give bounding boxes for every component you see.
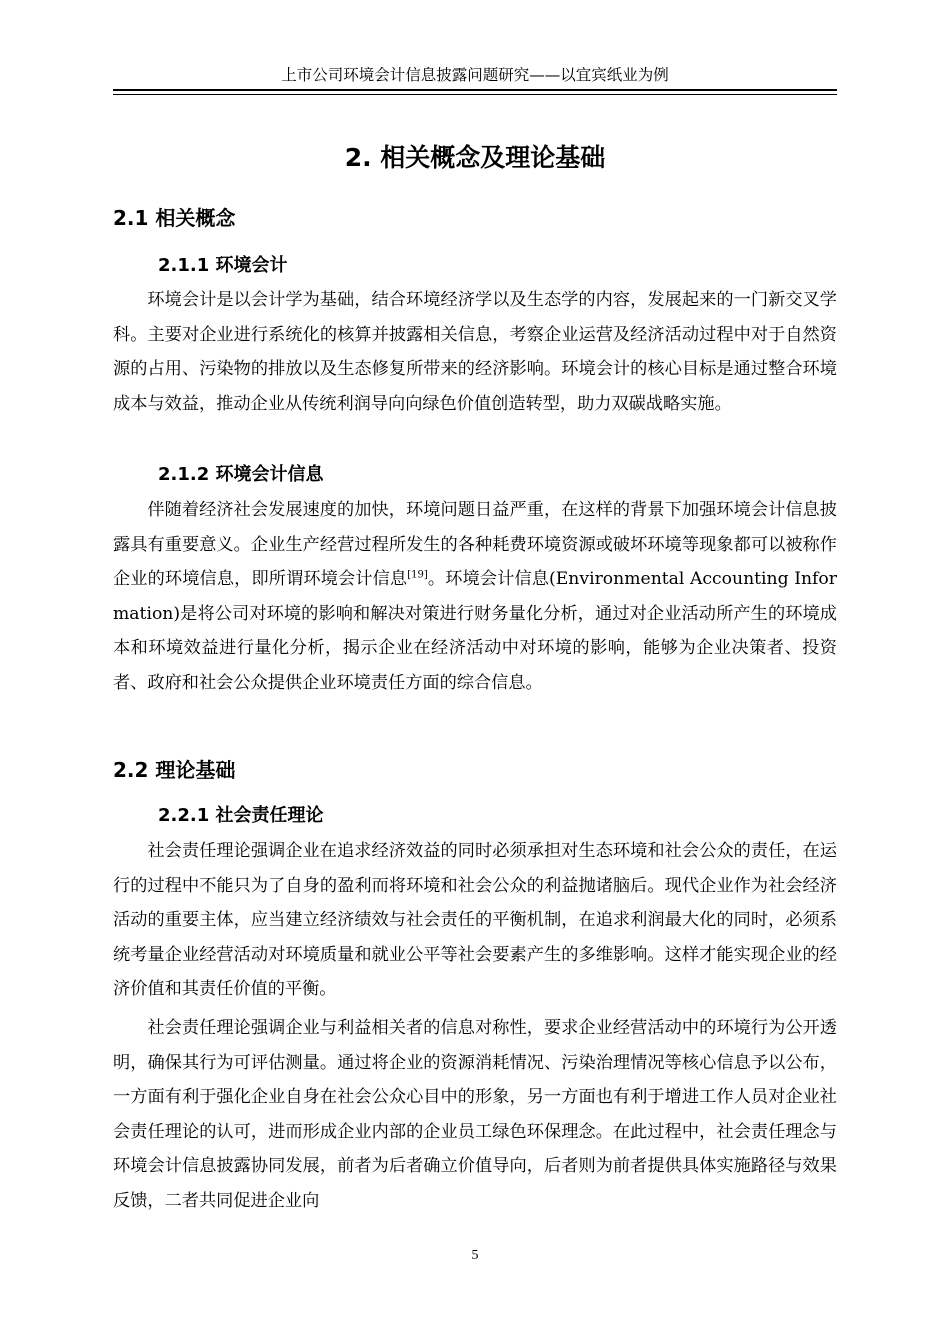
paragraph-environmental-accounting: 环境会计是以会计学为基础，结合环境经济学以及生态学的内容，发展起来的一门新交叉学科。主要对企业进行系统化的核算并披露相关信息，考察企业运营及经济活动过程中对于自然资源的占用、污染物的排放以及生态修复所带来的经济影响。环境会计的核心目标是通过整合环境成本与效益，推动企业从传统利润导向向绿色价值创造转型，助力双碳战略实施。: [113, 290, 837, 414]
chapter-title: 2. 相关概念及理论基础: [344, 143, 606, 172]
paragraph-text-part-1: 伴随着经济社会发展速度的加快，环境问题日益严重，在这样的背景下加强环境会计信息披露具有重要意义。企业生产经营过程所发生的各种耗费环境资源或破坏环境等现象都可以被称作企业的环境信息，即所谓环境会计信息: [113, 500, 837, 590]
section-heading-2-2: 2.2 理论基础: [113, 758, 236, 782]
citation-ref: [19]: [407, 569, 428, 581]
subsection-heading-2-2-1: 2.2.1 社会责任理论: [158, 805, 324, 826]
paragraph-text-part-2: 。环境会计信息(Environmental Accounting Information)是将公司对环境的影响和解决对策进行财务量化分析，通过对企业活动所产生的环境成本和环境效益进行量化分析，揭示企业在经济活动中对环境的影响，能够为企业决策者、投资者、政府和社会公众提供企业环境责任方面的综合信息。: [113, 569, 837, 693]
subsection-heading-2-1-1: 2.1.1 环境会计: [158, 255, 288, 276]
header-rule-thin: [113, 94, 837, 95]
paragraph-social-responsibility-2: 社会责任理论强调企业与利益相关者的信息对称性，要求企业经营活动中的环境行为公开透明，确保其行为可评估测量。通过将企业的资源消耗情况、污染治理情况等核心信息予以公布，一方面有利于强化企业自身在社会公众心目中的形象，另一方面也有利于增进工作人员对企业社会责任理论的认可，进而形成企业内部的企业员工绿色环保理念。在此过程中，社会责任理念与环境会计信息披露协同发展，前者为后者确立价值导向，后者则为前者提供具体实施路径与效果反馈，二者共同促进企业向: [113, 1018, 837, 1211]
paragraph-environmental-accounting-information: [113, 493, 837, 701]
section-heading-2-1: 2.1 相关概念: [113, 206, 236, 230]
paragraph-social-responsibility-1: 社会责任理论强调企业在追求经济效益的同时必须承担对生态环境和社会公众的责任，在运行的过程中不能只为了自身的盈利而将环境和社会公众的利益抛诸脑后。现代企业作为社会经济活动的重要主体，应当建立经济绩效与社会责任的平衡机制，在追求利润最大化的同时，必须系统考量企业经营活动对环境质量和就业公平等社会要素产生的多维影响。这样才能实现企业的经济价值和其责任价值的平衡。: [113, 841, 837, 1000]
page-number: 5: [471, 1248, 479, 1263]
header-rule-thick: [113, 89, 837, 91]
subsection-heading-2-1-2: 2.1.2 环境会计信息: [158, 464, 324, 485]
running-header: 上市公司环境会计信息披露问题研究——以宜宾纸业为例: [281, 66, 669, 84]
